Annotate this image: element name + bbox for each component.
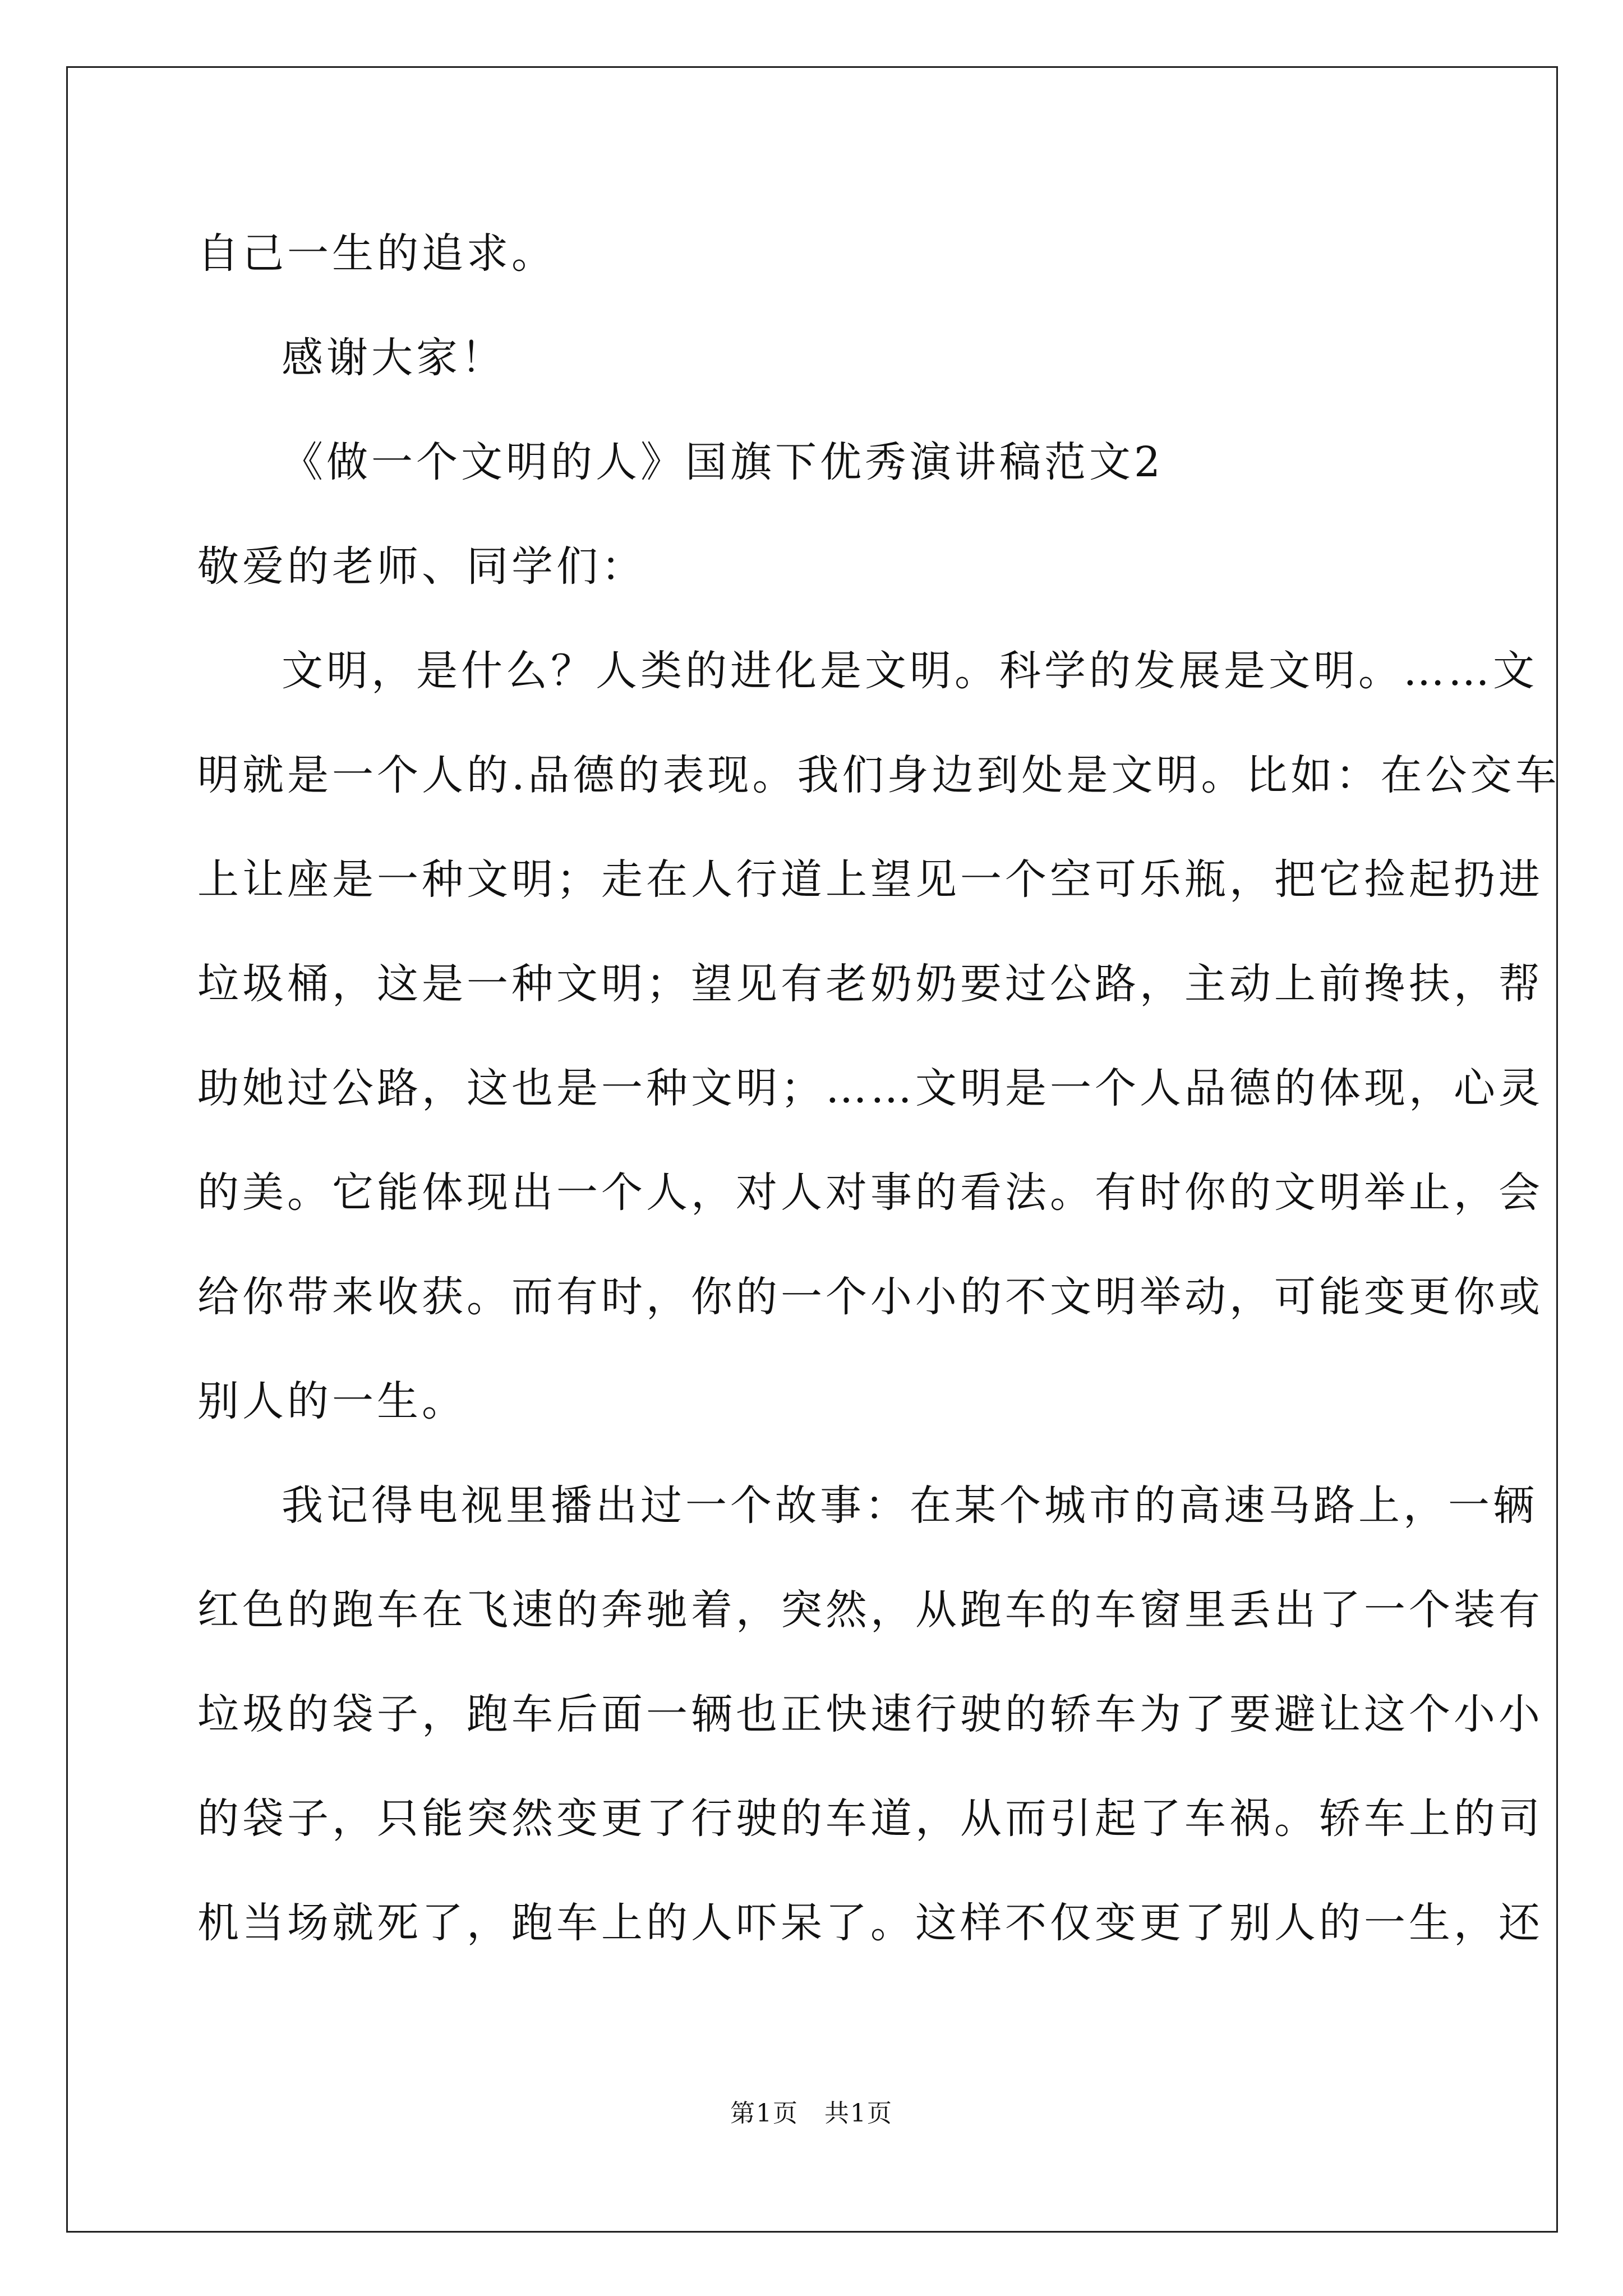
text-line: 助她过公路，这也是一种文明；……文明是一个人品德的体现，心灵 (197, 1064, 1543, 1112)
text-line: 别人的一生。 (197, 1377, 467, 1425)
text-line: 的袋子，只能突然变更了行驶的车道，从而引起了车祸。轿车上的司 (197, 1795, 1543, 1843)
text-line: 机当场就死了，跑车上的人吓呆了。这样不仅变更了别人的一生，还 (197, 1899, 1543, 1947)
text-line: 我记得电视里播出过一个故事：在某个城市的高速马路上，一辆 (282, 1481, 1538, 1530)
page-footer: 第1页 共1页 (730, 2099, 893, 2128)
text-line: 垃圾的袋子，跑车后面一辆也正快速行驶的轿车为了要避让这个小小 (197, 1690, 1543, 1738)
text-line: 的美。它能体现出一个人，对人对事的看法。有时你的文明举止，会 (197, 1168, 1543, 1217)
text-line: 上让座是一种文明；走在人行道上望见一个空可乐瓶，把它捡起扔进 (197, 855, 1543, 904)
text-line: 给你带来收获。而有时，你的一个小小的不文明举动，可能变更你或 (197, 1273, 1543, 1321)
salutation: 敬爱的老师、同学们： (197, 542, 646, 591)
text-line: 感谢大家！ (282, 334, 506, 382)
text-line: 明就是一个人的.品德的表现。我们身边到处是文明。比如：在公交车 (197, 751, 1560, 799)
text-line: 文明，是什么？人类的进化是文明。科学的发展是文明。……文 (282, 647, 1538, 695)
text-line: 自己一生的追求。 (197, 229, 556, 278)
text-line: 垃圾桶，这是一种文明；望见有老奶奶要过公路，主动上前搀扶，帮 (197, 960, 1543, 1008)
text-line: 红色的跑车在飞速的奔驰着，突然，从跑车的车窗里丢出了一个装有 (197, 1586, 1543, 1634)
section-title: 《做一个文明的人》国旗下优秀演讲稿范文2 (282, 438, 1164, 486)
